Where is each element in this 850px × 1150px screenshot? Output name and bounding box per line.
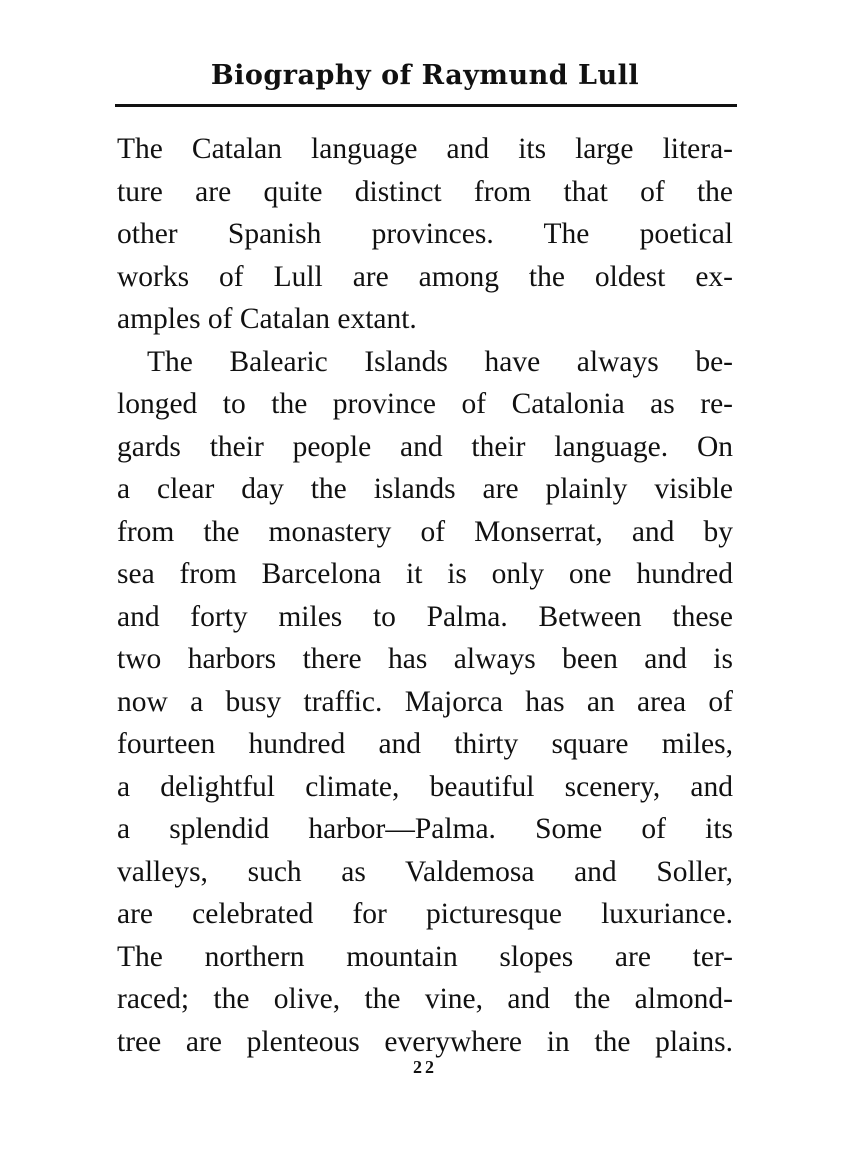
text-line: from the monastery of Monserrat, and by [117, 515, 733, 548]
text-line: ture are quite distinct from that of the [117, 175, 733, 208]
text-line: The northern mountain slopes are ter- [117, 940, 733, 973]
text-line: The Catalan language and its large litera- [117, 133, 733, 165]
paragraph [117, 341, 733, 1064]
text-line: works of Lull are among the oldest ex- [117, 260, 733, 293]
text-line: sea from Barcelona it is only one hundred [117, 558, 733, 590]
page-number: 22 [413, 1057, 437, 1077]
paragraph [117, 128, 733, 341]
text-line: longed to the province of Catalonia as re- [117, 388, 733, 420]
body-text [117, 128, 733, 1063]
text-line: other Spanish provinces. The poetical [117, 218, 733, 250]
text-line: The Balearic Islands have always be- [147, 345, 733, 378]
running-head: Biography of Raymund Lull [210, 60, 640, 91]
text-line: now a busy traffic. Majorca has an area of [117, 685, 733, 718]
text-line: a clear day the islands are plainly visible [117, 473, 733, 505]
text-line: tree are plenteous everywhere in the plains. [117, 1025, 733, 1058]
text-line: valleys, such as Valdemosa and Soller, [117, 855, 733, 888]
text-line: a delightful climate, beautiful scenery, and [117, 770, 733, 803]
text-line: a splendid harbor—Palma. Some of its [117, 813, 733, 845]
header-rule [115, 104, 737, 107]
text-line: raced; the olive, the vine, and the almond- [117, 983, 733, 1015]
text-line: two harbors there has always been and is [117, 643, 733, 675]
text-line: fourteen hundred and thirty square miles, [117, 728, 733, 760]
text-line: are celebrated for picturesque luxuriance. [117, 898, 733, 930]
text-line: gards their people and their language. On [117, 430, 733, 463]
text-line: amples of Catalan extant. [117, 303, 417, 335]
text-line: and forty miles to Palma. Between these [117, 600, 733, 633]
